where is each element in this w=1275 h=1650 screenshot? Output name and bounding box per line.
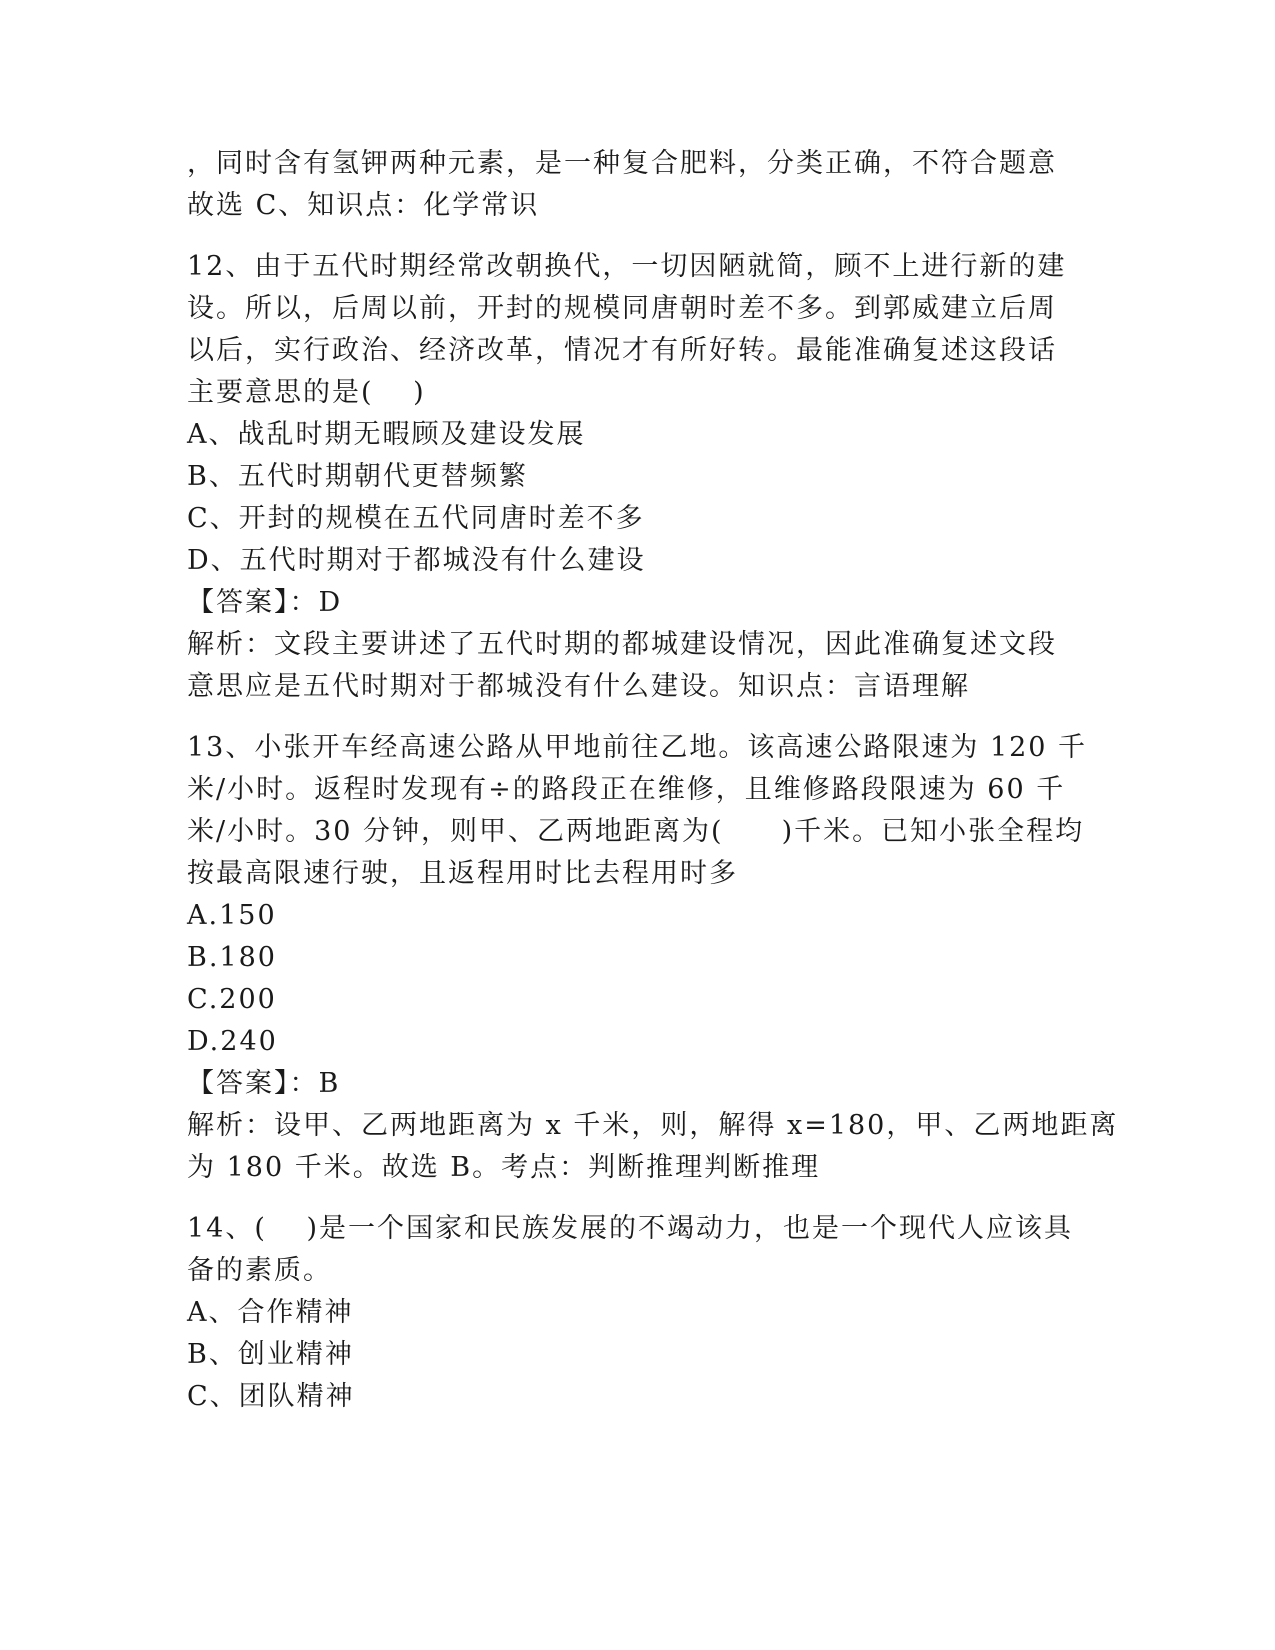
question-stem-line: 主要意思的是( ) — [187, 377, 426, 408]
analysis-line: 解析：设甲、乙两地距离为 x 千米，则，解得 x=180，甲、乙两地距离 — [187, 1110, 1119, 1141]
question-stem-line: 以后，实行政治、经济改革，情况才有所好转。最能准确复述这段话 — [187, 335, 1057, 366]
question-12 — [187, 246, 1087, 708]
analysis-line: 为 180 千米。故选 B。考点：判断推理判断推理 — [187, 1152, 821, 1183]
question-stem-line: 14、( )是一个国家和民族发展的不竭动力，也是一个现代人应该具 — [187, 1213, 1074, 1244]
answer-line: 【答案】：D — [187, 587, 343, 618]
option-c: C、团队精神 — [187, 1381, 355, 1412]
document-page — [187, 143, 1119, 1418]
option-d: D、五代时期对于都城没有什么建设 — [187, 545, 646, 576]
option-a: A.150 — [187, 900, 277, 931]
analysis-line: 解析：文段主要讲述了五代时期的都城建设情况，因此准确复述文段 — [187, 629, 1057, 660]
option-b: B.180 — [187, 942, 277, 973]
text-line: 故选 C、知识点：化学常识 — [187, 190, 540, 221]
option-a: A、合作精神 — [187, 1297, 354, 1328]
question-14 — [187, 1208, 1087, 1418]
answer-line: 【答案】：B — [187, 1068, 341, 1099]
option-c: C、开封的规模在五代同唐时差不多 — [187, 503, 645, 534]
question-stem-line: 12、由于五代时期经常改朝换代，一切因陋就简，顾不上进行新的建 — [187, 251, 1067, 282]
option-b: B、五代时期朝代更替频繁 — [187, 461, 528, 492]
option-d: D.240 — [187, 1026, 278, 1057]
option-b: B、创业精神 — [187, 1339, 354, 1370]
question-stem-line: 13、小张开车经高速公路从甲地前往乙地。该高速公路限速为 120 千 — [187, 732, 1088, 763]
option-a: A、战乱时期无暇顾及建设发展 — [187, 419, 586, 450]
previous-analysis-continuation — [187, 143, 1087, 227]
question-13 — [187, 727, 1119, 1189]
text-line: ，同时含有氢钾两种元素，是一种复合肥料，分类正确，不符合题意 — [187, 148, 1057, 179]
option-c: C.200 — [187, 984, 277, 1015]
question-stem-line: 按最高限速行驶，且返程用时比去程用时多 — [187, 858, 738, 889]
question-stem-line: 设。所以，后周以前，开封的规模同唐朝时差不多。到郭威建立后周 — [187, 293, 1057, 324]
question-stem-line: 米/小时。返程时发现有÷的路段正在维修，且维修路段限速为 60 千 — [187, 774, 1066, 805]
analysis-line: 意思应是五代时期对于都城没有什么建设。知识点：言语理解 — [187, 671, 970, 702]
question-stem-line: 米/小时。30 分钟，则甲、乙两地距离为( )千米。已知小张全程均 — [187, 816, 1085, 847]
question-stem-line: 备的素质。 — [187, 1255, 332, 1286]
